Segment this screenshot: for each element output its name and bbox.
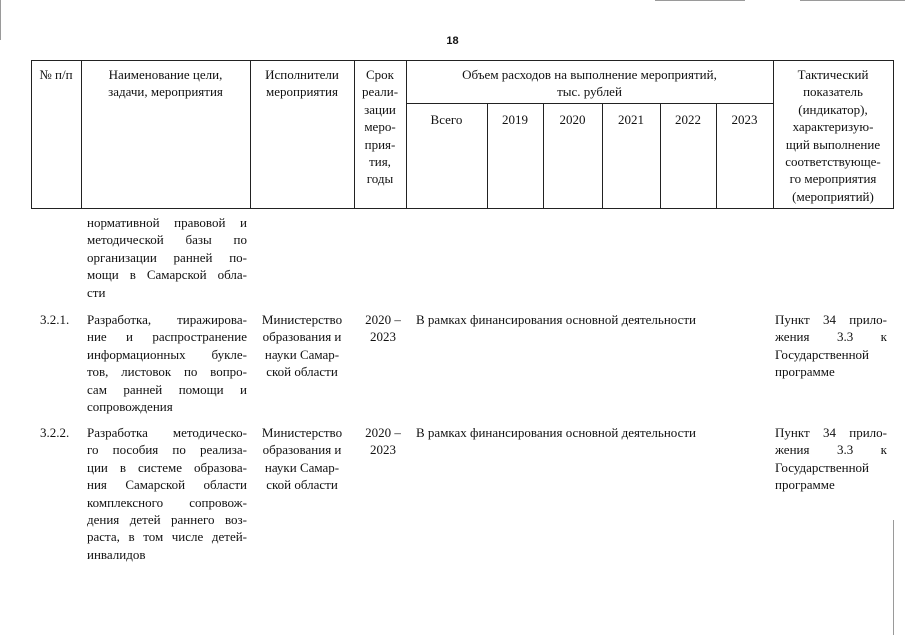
- text-line: ской области: [266, 364, 338, 380]
- text-line: инвалидов: [87, 546, 146, 562]
- text-line: ние и распространение: [87, 329, 247, 345]
- text-line: 2020 –: [365, 425, 401, 440]
- row-indicator: [775, 311, 887, 381]
- header-vrule: [893, 60, 894, 209]
- text-line: программе: [775, 364, 835, 380]
- text-line: 2023: [370, 329, 396, 345]
- header-col-budget: [406, 66, 773, 101]
- text-line: дения детей раннего воз-: [87, 512, 247, 528]
- text-line: Пункт 34 прило-: [775, 425, 887, 440]
- header-text-line: Тактический: [797, 67, 869, 82]
- text-line: науки Самар-: [264, 346, 340, 362]
- header-text-line: мероприятия: [265, 84, 338, 100]
- header-text-line: показатель: [803, 84, 863, 100]
- row-budget: В рамках финансирования основной деятельности: [416, 425, 697, 440]
- scan-border-right: [893, 520, 894, 635]
- text-line: раста, в том числе детей-: [87, 529, 247, 545]
- header-text-line: характеризую-: [792, 119, 874, 135]
- header-text-line: Срок: [366, 67, 394, 82]
- row-number: 3.2.1.: [40, 312, 70, 327]
- header-text-line: задачи, мероприятия: [108, 84, 223, 100]
- header-text-line: прия-: [364, 136, 396, 152]
- header-text-line: тыс. рублей: [557, 84, 622, 100]
- text-line: программе: [775, 477, 835, 493]
- header-text-line: зации: [364, 101, 396, 117]
- header-text-line: щий выполнение: [785, 136, 881, 152]
- text-line: информационных букле-: [87, 346, 247, 362]
- text-line: комплексного сопровож-: [87, 494, 247, 510]
- row-executors: [250, 311, 354, 381]
- text-line: образования и: [262, 329, 342, 345]
- header-text-line: меро-: [364, 119, 396, 135]
- row-executors: [250, 424, 354, 494]
- text-line: го пособия по реализа-: [87, 442, 247, 458]
- header-text-line: годы: [366, 171, 394, 187]
- scan-border-top-right: [800, 0, 905, 1]
- text-line: науки Самар-: [264, 459, 340, 475]
- header-text-line: Наименование цели,: [108, 67, 223, 82]
- text-line: организации ранней по-: [87, 249, 247, 265]
- scan-border-top: [655, 0, 745, 1]
- text-line: ния Самарской области: [87, 477, 247, 493]
- row-number: 3.2.2.: [40, 425, 70, 440]
- header-text-line: Исполнители: [265, 67, 339, 82]
- header-text-line: (мероприятий): [792, 188, 874, 204]
- text-line: 2023: [370, 442, 396, 458]
- text-line: жения 3.3 к: [775, 329, 887, 345]
- text-line: Государственной: [775, 346, 870, 362]
- text-line: ской области: [266, 477, 338, 493]
- text-line: образования и: [262, 442, 342, 458]
- text-line: Государственной: [775, 459, 870, 475]
- text-line: Министерство: [261, 312, 343, 327]
- text-line: Разработка методическо-: [87, 425, 247, 440]
- header-col-number: № п/п: [39, 67, 73, 82]
- header-col-name: [81, 66, 250, 101]
- scan-border-left: [0, 0, 1, 40]
- header-bottom-rule: [31, 208, 893, 209]
- header-text-line: соответствующе-: [785, 154, 881, 170]
- text-line: Разработка, тиражирова-: [87, 312, 247, 327]
- text-line: сопровождения: [87, 399, 173, 415]
- page-number: 18: [446, 35, 459, 47]
- header-col-indicator: [773, 66, 893, 205]
- text-line: методической базы по: [87, 232, 247, 248]
- header-col-year: 2022: [675, 112, 701, 127]
- row-term: [354, 311, 412, 346]
- text-line: сти: [87, 284, 106, 300]
- header-col-term: [354, 66, 406, 188]
- header-text-line: реали-: [361, 84, 399, 100]
- text-line: сам ранней помощи и: [87, 381, 247, 397]
- row-budget: В рамках финансирования основной деятельности: [416, 312, 697, 327]
- row-indicator: [775, 424, 887, 494]
- row-name: [87, 424, 247, 563]
- header-text-line: (индикатор),: [798, 101, 868, 117]
- text-line: Министерство: [261, 425, 343, 440]
- header-col-year: 2020: [559, 112, 586, 127]
- text-line: мощи в Самарской обла-: [87, 267, 247, 283]
- header-text-line: Объем расходов на выполнение мероприятий,: [462, 67, 717, 82]
- row-term: [354, 424, 412, 459]
- text-line: жения 3.3 к: [775, 442, 887, 458]
- header-col-year: 2019: [502, 112, 528, 127]
- header-text-line: тия,: [369, 154, 391, 170]
- header-col-executors: [250, 66, 354, 101]
- text-line: нормативной правовой и: [87, 215, 247, 230]
- continuation-text: [87, 214, 247, 301]
- header-col-year: 2021: [618, 112, 644, 127]
- row-name: [87, 311, 247, 415]
- header-top-rule: [31, 60, 893, 61]
- header-col-year: 2023: [731, 112, 758, 127]
- header-text-line: го мероприятия: [789, 171, 877, 187]
- header-col-total: Всего: [430, 112, 463, 127]
- text-line: ции в системе образова-: [87, 459, 247, 475]
- text-line: тов, листовок по вопро-: [87, 364, 247, 380]
- text-line: 2020 –: [365, 312, 401, 327]
- header-budget-subrule: [406, 103, 773, 104]
- text-line: Пункт 34 прило-: [775, 312, 887, 327]
